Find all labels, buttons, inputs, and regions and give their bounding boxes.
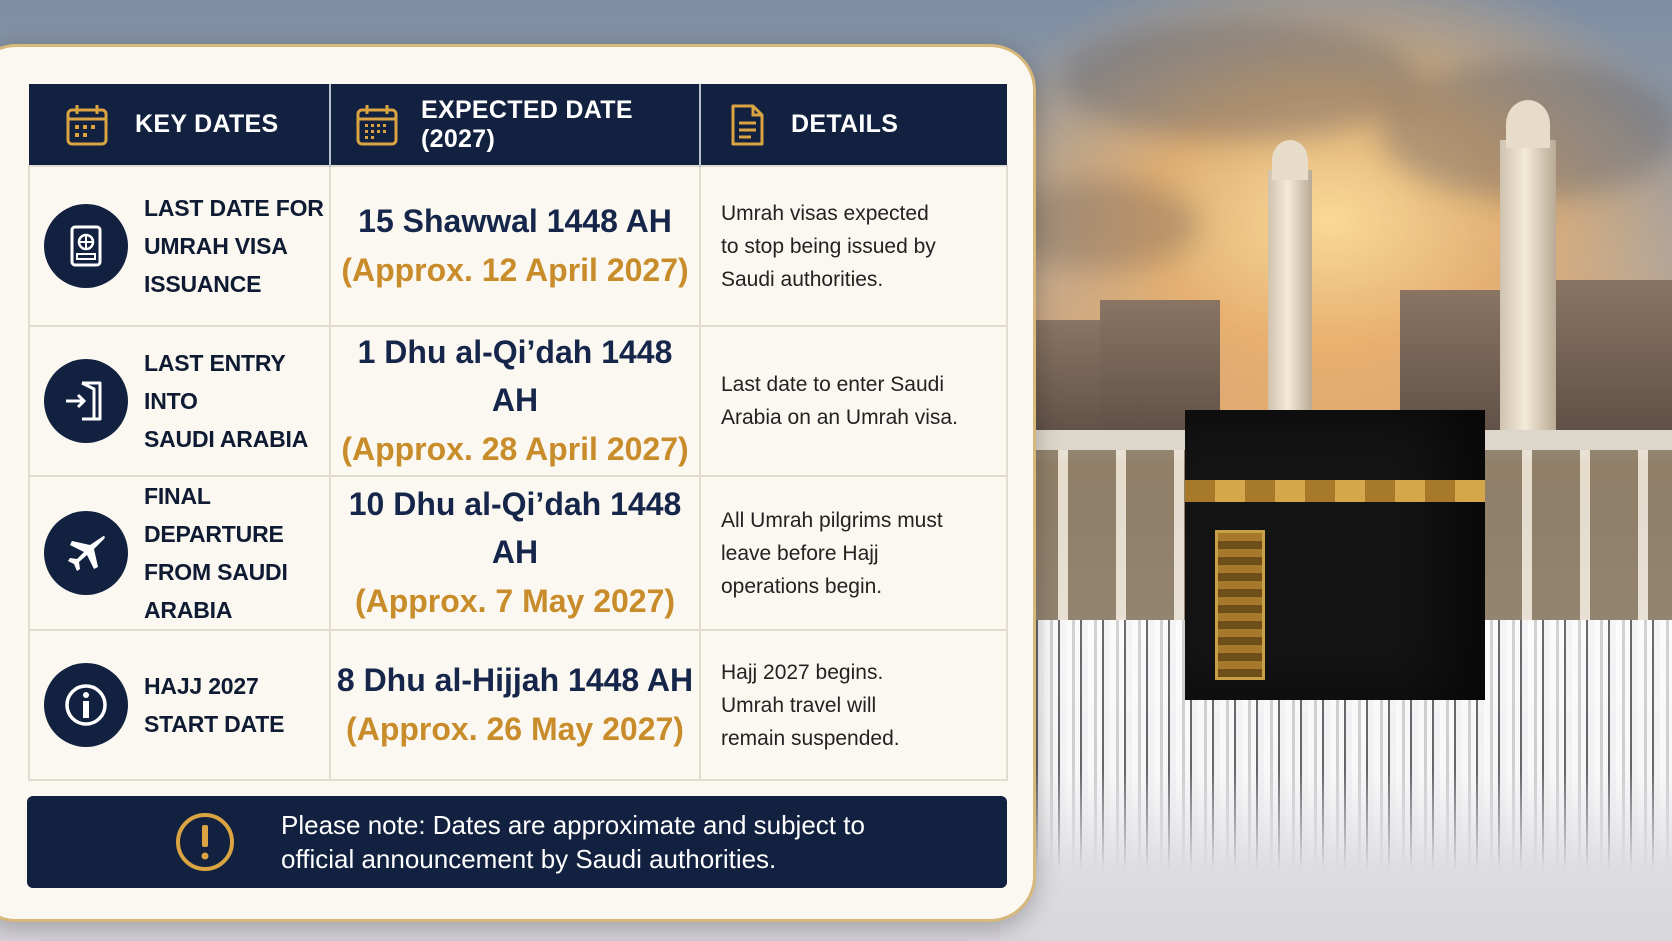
table-row (29, 326, 1007, 476)
key-date-label-line1: FINAL DEPARTURE (144, 483, 284, 547)
disclaimer-banner (27, 796, 1007, 888)
details-line: Umrah travel will (721, 693, 877, 717)
key-date-label-line2: START DATE (144, 711, 285, 737)
hijri-date: 1 Dhu al-Qi’dah 1448 AH (357, 334, 673, 418)
key-date-cell (29, 630, 330, 780)
details-line: Saudi authorities. (721, 267, 884, 291)
table-header-row (29, 84, 1007, 166)
passport-visa-icon (44, 204, 128, 288)
key-dates-table (28, 84, 1008, 781)
hijri-date: 8 Dhu al-Hijjah 1448 AH (336, 662, 694, 698)
expected-date-cell (330, 326, 700, 476)
details-cell (700, 476, 1007, 630)
details-line: to stop being issued by (721, 234, 936, 258)
header-expected-date-label: EXPECTED DATE (2027) (421, 95, 633, 153)
gregorian-date: (Approx. 12 April 2027) (341, 252, 689, 288)
hijri-date: 15 Shawwal 1448 AH (358, 203, 672, 239)
document-icon (725, 103, 769, 147)
hijri-date: 10 Dhu al-Qi’dah 1448 AH (348, 486, 682, 570)
kaaba (1185, 410, 1485, 700)
key-date-label-line2: FROM SAUDI ARABIA (144, 559, 288, 623)
key-date-cell (29, 326, 330, 476)
details-line: Last date to enter Saudi (721, 373, 944, 396)
details-line: remain suspended. (721, 726, 900, 750)
table-row (29, 166, 1007, 326)
disclaimer-line2: official announcement by Saudi authorities. (281, 844, 777, 874)
warning-icon (173, 810, 237, 874)
details-cell (700, 630, 1007, 780)
details-line: Hajj 2027 begins. (721, 660, 884, 684)
details-cell (700, 326, 1007, 476)
key-date-label-line1: LAST ENTRY INTO (144, 350, 286, 414)
key-date-cell (29, 476, 330, 630)
key-date-label-line1: LAST DATE FOR (144, 195, 324, 221)
info-icon (44, 663, 128, 747)
disclaimer-line1: Please note: Dates are approximate and subject to (281, 810, 865, 840)
expected-date-cell (330, 476, 700, 630)
header-details (700, 84, 1007, 166)
key-date-label-line2: SAUDI ARABIA (144, 426, 309, 452)
details-line: All Umrah pilgrims must (721, 508, 943, 532)
details-line: Arabia on an Umrah visa. (721, 406, 958, 429)
key-date-label-line2: UMRAH VISA ISSUANCE (144, 233, 287, 297)
details-line: Umrah visas expected (721, 201, 929, 225)
calendar-icon (355, 103, 399, 147)
header-expected-date (330, 84, 700, 166)
gregorian-date: (Approx. 7 May 2027) (354, 583, 676, 619)
background-photo-kaaba (1000, 0, 1672, 941)
table-row (29, 630, 1007, 780)
airplane-icon (44, 511, 128, 595)
details-line: operations begin. (721, 574, 883, 598)
gregorian-date: (Approx. 26 May 2027) (346, 711, 684, 747)
details-cell (700, 166, 1007, 326)
entry-door-icon (44, 359, 128, 443)
header-details-label: DETAILS (791, 110, 899, 138)
key-date-label-line1: HAJJ 2027 (144, 673, 259, 699)
gregorian-date: (Approx. 28 April 2027) (341, 431, 689, 467)
key-date-cell (29, 166, 330, 326)
expected-date-cell (330, 166, 700, 326)
expected-date-cell (330, 630, 700, 780)
header-key-dates-label: KEY DATES (135, 110, 279, 138)
table-row (29, 476, 1007, 630)
calendar-icon (65, 103, 109, 147)
details-line: leave before Hajj (721, 541, 879, 565)
header-key-dates (29, 84, 330, 166)
